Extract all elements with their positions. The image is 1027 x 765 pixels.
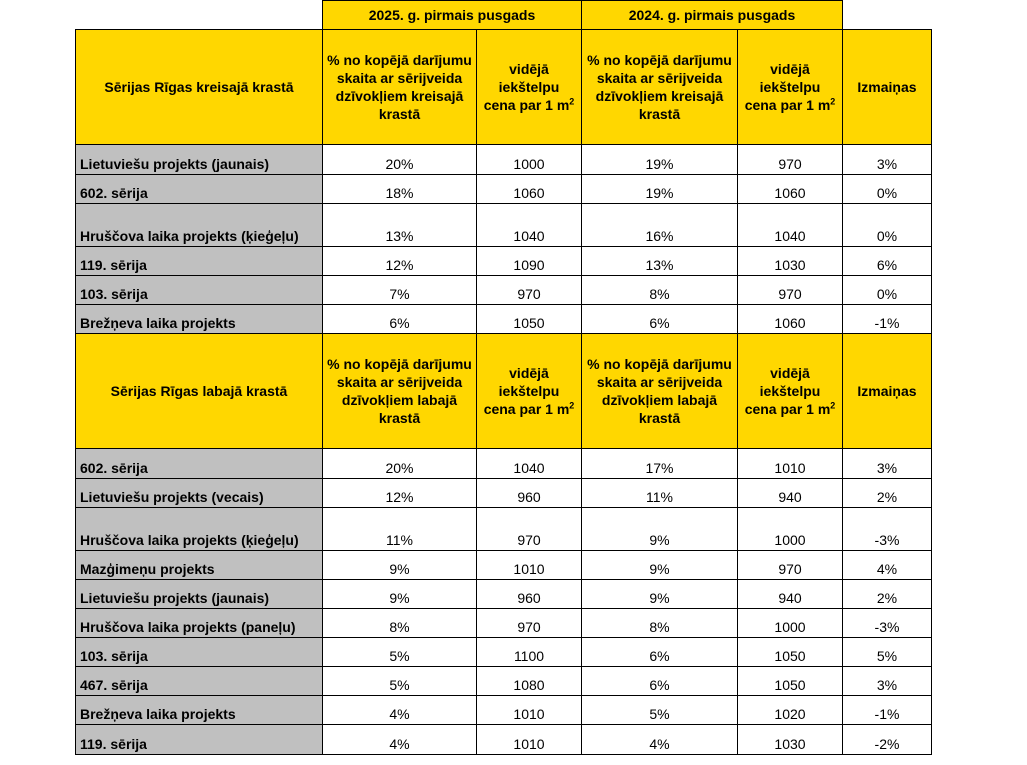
- share-2024-cell: 17%: [582, 449, 738, 479]
- price-2025-cell: 1040: [477, 204, 582, 247]
- price-2025-cell: 1010: [477, 551, 582, 580]
- empty-corner-cell: [76, 1, 323, 30]
- change-cell: -3%: [843, 609, 932, 638]
- price-2024-cell: 1030: [738, 247, 843, 276]
- table-row: [76, 508, 932, 551]
- price-2024-cell: 1060: [738, 175, 843, 204]
- change-cell: 3%: [843, 449, 932, 479]
- share-2024-cell: 6%: [582, 638, 738, 667]
- change-cell: 3%: [843, 145, 932, 175]
- table-row: [76, 247, 932, 276]
- change-cell: 4%: [843, 551, 932, 580]
- table-row: [76, 551, 932, 580]
- price-2024-cell: 970: [738, 276, 843, 305]
- price-2024-cell: 1020: [738, 696, 843, 725]
- change-cell: 3%: [843, 667, 932, 696]
- share-2025-cell: 9%: [323, 551, 477, 580]
- share-2025-cell: 12%: [323, 247, 477, 276]
- table-row: [76, 696, 932, 725]
- change-cell: -3%: [843, 508, 932, 551]
- price-2024-cell: 1050: [738, 638, 843, 667]
- share-2024-cell: 8%: [582, 609, 738, 638]
- share-2025-cell: 9%: [323, 580, 477, 609]
- price-column-header: [738, 30, 843, 145]
- price-2025-cell: 970: [477, 609, 582, 638]
- price-column-header-text: vidējā iekštelpu cena par 1 m: [483, 61, 570, 113]
- price-unit-superscript: 2: [830, 96, 836, 107]
- change-cell: 2%: [843, 580, 932, 609]
- series-name-cell: Lietuviešu projekts (jaunais): [76, 145, 323, 175]
- price-2025-cell: 1050: [477, 305, 582, 334]
- series-name-cell: Brežņeva laika projekts: [76, 305, 323, 334]
- table-row: [76, 449, 932, 479]
- price-2024-cell: 1030: [738, 725, 843, 755]
- period-header-row: [76, 1, 932, 30]
- share-column-header: % no kopējā darījumu skaita ar sērijveida dzīvokļiem labajā krastā: [323, 334, 477, 449]
- share-column-header: % no kopējā darījumu skaita ar sērijveida dzīvokļiem labajā krastā: [582, 334, 738, 449]
- section-title: Sērijas Rīgas labajā krastā: [76, 334, 323, 449]
- change-column-header: Izmaiņas: [843, 334, 932, 449]
- share-2024-cell: 5%: [582, 696, 738, 725]
- share-2025-cell: 6%: [323, 305, 477, 334]
- price-2025-cell: 1060: [477, 175, 582, 204]
- price-column-header-text: vidējā iekštelpu cena par 1 m: [483, 365, 570, 417]
- price-2024-cell: 1040: [738, 204, 843, 247]
- table-row: [76, 725, 932, 755]
- empty-corner-cell: [843, 1, 932, 30]
- price-2025-cell: 1010: [477, 725, 582, 755]
- series-name-cell: 119. sērija: [76, 247, 323, 276]
- share-2024-cell: 9%: [582, 580, 738, 609]
- series-name-cell: Mazģimeņu projekts: [76, 551, 323, 580]
- price-unit-superscript: 2: [569, 96, 575, 107]
- share-2024-cell: 6%: [582, 305, 738, 334]
- series-name-cell: Lietuviešu projekts (vecais): [76, 479, 323, 508]
- section-header-row: [76, 30, 932, 145]
- series-name-cell: Brežņeva laika projekts: [76, 696, 323, 725]
- price-2024-cell: 970: [738, 145, 843, 175]
- table-row: [76, 175, 932, 204]
- share-2024-cell: 4%: [582, 725, 738, 755]
- price-2024-cell: 970: [738, 551, 843, 580]
- share-2024-cell: 19%: [582, 175, 738, 204]
- change-cell: -2%: [843, 725, 932, 755]
- share-2025-cell: 20%: [323, 449, 477, 479]
- share-2025-cell: 5%: [323, 667, 477, 696]
- price-column-header: [477, 30, 582, 145]
- section-title: Sērijas Rīgas kreisajā krastā: [76, 30, 323, 145]
- price-column-header-text: vidējā iekštelpu cena par 1 m: [744, 61, 831, 113]
- share-2024-cell: 13%: [582, 247, 738, 276]
- share-2025-cell: 12%: [323, 479, 477, 508]
- table-row: [76, 580, 932, 609]
- table-row: [76, 276, 932, 305]
- change-cell: -1%: [843, 696, 932, 725]
- share-2025-cell: 7%: [323, 276, 477, 305]
- price-2025-cell: 1090: [477, 247, 582, 276]
- series-name-cell: 119. sērija: [76, 725, 323, 755]
- share-2025-cell: 11%: [323, 508, 477, 551]
- price-column-header: [477, 334, 582, 449]
- share-2025-cell: 18%: [323, 175, 477, 204]
- series-name-cell: Hruščova laika projekts (ķieģeļu): [76, 204, 323, 247]
- change-cell: -1%: [843, 305, 932, 334]
- series-name-cell: Hruščova laika projekts (paneļu): [76, 609, 323, 638]
- series-name-cell: 602. sērija: [76, 449, 323, 479]
- change-cell: 0%: [843, 276, 932, 305]
- price-2024-cell: 940: [738, 580, 843, 609]
- series-name-cell: 103. sērija: [76, 276, 323, 305]
- price-2025-cell: 970: [477, 276, 582, 305]
- table-row: [76, 305, 932, 334]
- share-2024-cell: 9%: [582, 508, 738, 551]
- share-2025-cell: 5%: [323, 638, 477, 667]
- series-name-cell: 602. sērija: [76, 175, 323, 204]
- price-column-header: [738, 334, 843, 449]
- price-2024-cell: 1000: [738, 609, 843, 638]
- price-2024-cell: 1050: [738, 667, 843, 696]
- price-unit-superscript: 2: [569, 400, 575, 411]
- price-2025-cell: 1040: [477, 449, 582, 479]
- series-name-cell: Lietuviešu projekts (jaunais): [76, 580, 323, 609]
- apartment-series-table: [75, 0, 932, 755]
- change-cell: 6%: [843, 247, 932, 276]
- table-row: [76, 609, 932, 638]
- change-cell: 2%: [843, 479, 932, 508]
- price-column-header-text: vidējā iekštelpu cena par 1 m: [744, 365, 831, 417]
- price-2025-cell: 960: [477, 479, 582, 508]
- share-2024-cell: 8%: [582, 276, 738, 305]
- share-2024-cell: 11%: [582, 479, 738, 508]
- price-2025-cell: 1080: [477, 667, 582, 696]
- table-row: [76, 204, 932, 247]
- price-2024-cell: 1000: [738, 508, 843, 551]
- share-2025-cell: 13%: [323, 204, 477, 247]
- series-name-cell: Hruščova laika projekts (ķieģeļu): [76, 508, 323, 551]
- series-name-cell: 467. sērija: [76, 667, 323, 696]
- change-cell: 5%: [843, 638, 932, 667]
- change-column-header: Izmaiņas: [843, 30, 932, 145]
- share-2025-cell: 20%: [323, 145, 477, 175]
- price-unit-superscript: 2: [830, 400, 836, 411]
- share-2024-cell: 16%: [582, 204, 738, 247]
- share-2025-cell: 4%: [323, 696, 477, 725]
- change-cell: 0%: [843, 204, 932, 247]
- price-2024-cell: 940: [738, 479, 843, 508]
- period-2025-header: 2025. g. pirmais pusgads: [323, 1, 582, 30]
- share-column-header: % no kopējā darījumu skaita ar sērijveida dzīvokļiem kreisajā krastā: [582, 30, 738, 145]
- price-2025-cell: 970: [477, 508, 582, 551]
- table-row: [76, 145, 932, 175]
- share-2025-cell: 8%: [323, 609, 477, 638]
- share-2025-cell: 4%: [323, 725, 477, 755]
- section-header-row: [76, 334, 932, 449]
- share-column-header: % no kopējā darījumu skaita ar sērijveida dzīvokļiem kreisajā krastā: [323, 30, 477, 145]
- price-2024-cell: 1010: [738, 449, 843, 479]
- table-row: [76, 638, 932, 667]
- price-2024-cell: 1060: [738, 305, 843, 334]
- price-2025-cell: 1000: [477, 145, 582, 175]
- change-cell: 0%: [843, 175, 932, 204]
- series-name-cell: 103. sērija: [76, 638, 323, 667]
- share-2024-cell: 6%: [582, 667, 738, 696]
- price-2025-cell: 1010: [477, 696, 582, 725]
- table-row: [76, 667, 932, 696]
- period-2024-header: 2024. g. pirmais pusgads: [582, 1, 843, 30]
- price-2025-cell: 960: [477, 580, 582, 609]
- share-2024-cell: 9%: [582, 551, 738, 580]
- share-2024-cell: 19%: [582, 145, 738, 175]
- table-row: [76, 479, 932, 508]
- price-2025-cell: 1100: [477, 638, 582, 667]
